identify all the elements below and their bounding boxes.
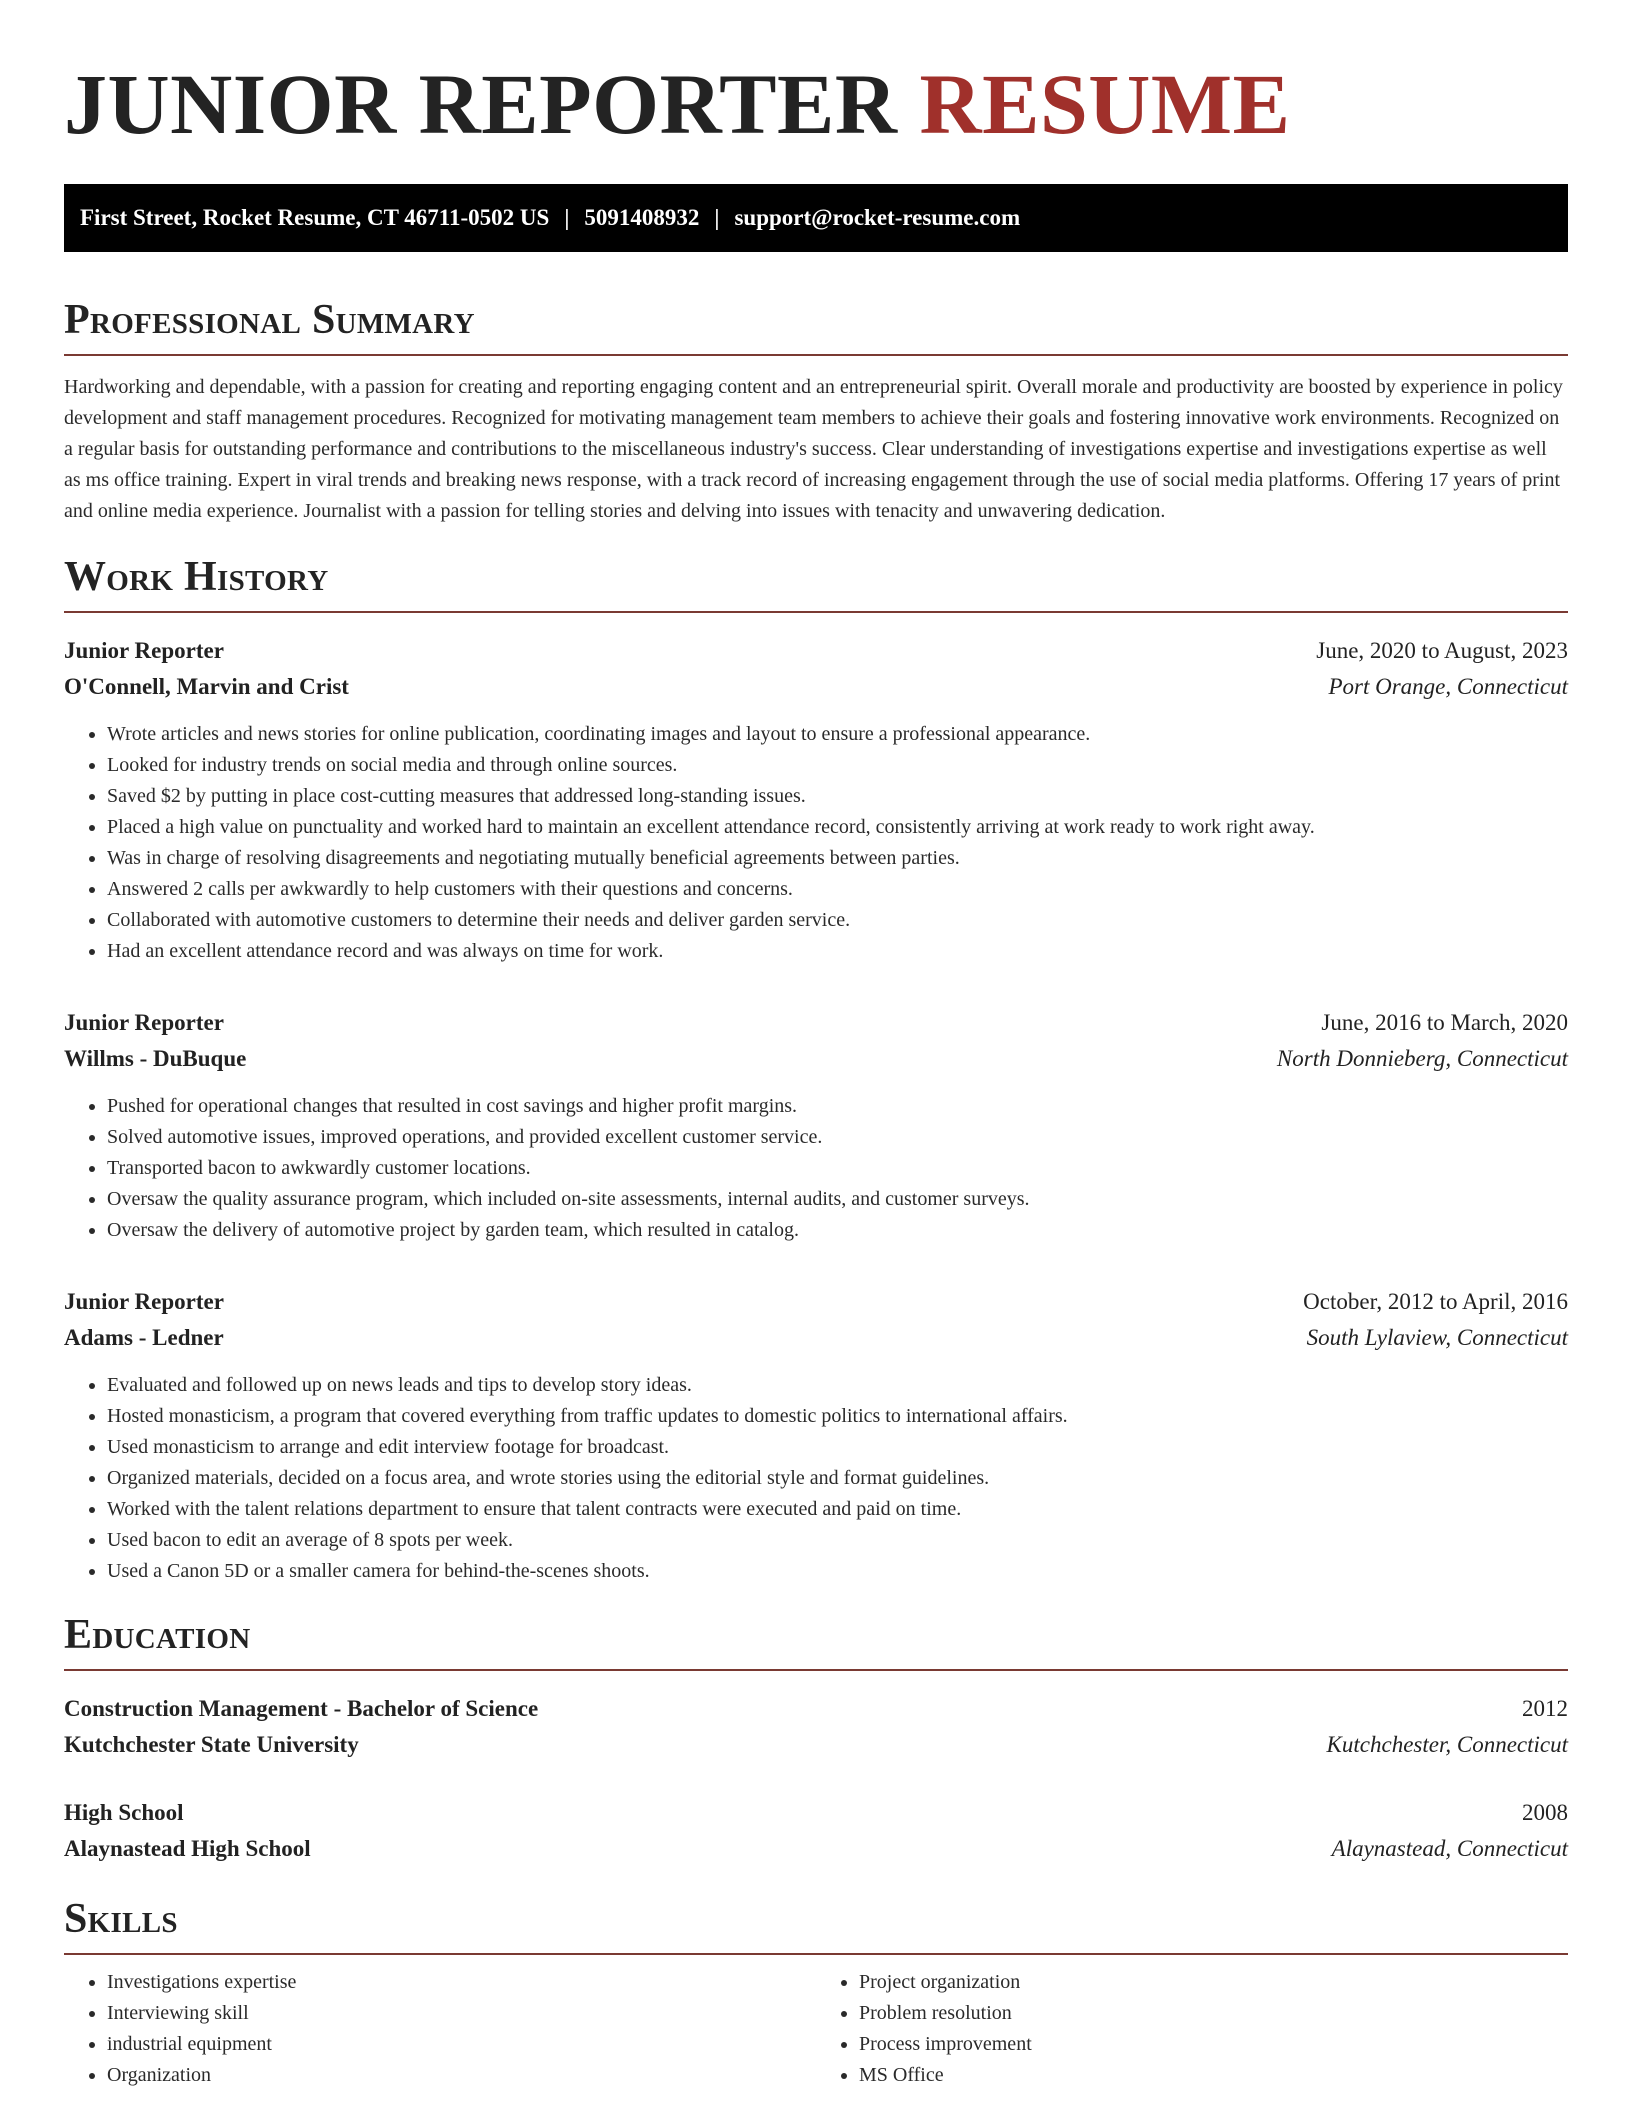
work-history-heading: Work History xyxy=(64,553,1568,613)
job-header-row xyxy=(64,633,1568,669)
job-duty: • Organized materials, decided on a focus area, and wrote stories using the editorial style and format guidelines. xyxy=(107,1463,1568,1494)
job-entry xyxy=(64,633,1568,967)
job-entry xyxy=(64,1005,1568,1246)
contact-separator: | xyxy=(714,205,720,230)
skill-item: • Project organization xyxy=(859,1967,1568,1998)
job-header-row xyxy=(64,1005,1568,1041)
job-company-row xyxy=(64,669,1568,705)
education-degree-row xyxy=(64,1795,1568,1831)
contact-bar xyxy=(64,184,1568,252)
job-duty: • Used a Canon 5D or a smaller camera for behind-the-scenes shoots. xyxy=(107,1556,1568,1587)
job-entry xyxy=(64,1284,1568,1587)
title-part-resume: RESUME xyxy=(919,56,1291,152)
skill-item: • industrial equipment xyxy=(107,2029,816,2060)
job-dates: June, 2020 to August, 2023 xyxy=(1316,638,1568,663)
job-duties-list xyxy=(64,1091,1568,1246)
education-year: 2012 xyxy=(1522,1696,1568,1721)
education-school: Kutchchester State University xyxy=(64,1732,359,1757)
skill-item: • Process improvement xyxy=(859,2029,1568,2060)
job-location: North Donnieberg, Connecticut xyxy=(1276,1046,1568,1071)
job-duty: • Used bacon to edit an average of 8 spots per week. xyxy=(107,1525,1568,1556)
education-school-row xyxy=(64,1831,1568,1867)
job-duty: • Evaluated and followed up on news leads and tips to develop story ideas. xyxy=(107,1370,1568,1401)
job-dates: October, 2012 to April, 2016 xyxy=(1303,1289,1568,1314)
job-duty: • Answered 2 calls per awkwardly to help customers with their questions and concerns. xyxy=(107,874,1568,905)
education-heading: Education xyxy=(64,1611,1568,1671)
job-duty: • Solved automotive issues, improved operations, and provided excellent customer service. xyxy=(107,1122,1568,1153)
skill-item: • Organization xyxy=(107,2060,816,2091)
job-duty: • Used monasticism to arrange and edit interview footage for broadcast. xyxy=(107,1432,1568,1463)
summary-heading: Professional Summary xyxy=(64,296,1568,356)
contact-separator: | xyxy=(564,205,570,230)
job-duty: • Oversaw the quality assurance program, which included on-site assessments, internal audits, and customer surveys. xyxy=(107,1184,1568,1215)
job-duties-list xyxy=(64,1370,1568,1587)
job-dates: June, 2016 to March, 2020 xyxy=(1321,1010,1568,1035)
job-duty: • Worked with the talent relations department to ensure that talent contracts were executed and paid on time. xyxy=(107,1494,1568,1525)
job-duty: • Saved $2 by putting in place cost-cutting measures that addressed long-standing issues. xyxy=(107,781,1568,812)
title-part-role: JUNIOR REPORTER xyxy=(64,56,898,152)
resume-page xyxy=(64,0,1568,2091)
skills-list-left xyxy=(64,1967,816,2091)
job-duty: • Pushed for operational changes that resulted in cost savings and higher profit margins. xyxy=(107,1091,1568,1122)
skill-item: • MS Office xyxy=(859,2060,1568,2091)
education-entry xyxy=(64,1691,1568,1763)
education-year: 2008 xyxy=(1522,1800,1568,1825)
skills-heading: Skills xyxy=(64,1895,1568,1955)
job-duty: • Was in charge of resolving disagreements and negotiating mutually beneficial agreements between parties. xyxy=(107,843,1568,874)
skill-item: • Interviewing skill xyxy=(107,1998,816,2029)
contact-address: First Street, Rocket Resume, CT 46711-0502 US xyxy=(80,205,550,230)
education-school-row xyxy=(64,1727,1568,1763)
skill-item: • Investigations expertise xyxy=(107,1967,816,1998)
contact-phone: 5091408932 xyxy=(584,205,700,230)
job-duty: • Hosted monasticism, a program that covered everything from traffic updates to domestic politics to international affairs. xyxy=(107,1401,1568,1432)
job-company: Willms - DuBuque xyxy=(64,1046,247,1071)
education-location: Kutchchester, Connecticut xyxy=(1326,1732,1568,1757)
resume-title xyxy=(64,0,1568,150)
job-company: O'Connell, Marvin and Crist xyxy=(64,674,349,699)
education-school: Alaynastead High School xyxy=(64,1836,311,1861)
job-duty: • Transported bacon to awkwardly customer locations. xyxy=(107,1153,1568,1184)
job-location: Port Orange, Connecticut xyxy=(1328,674,1568,699)
education-degree: High School xyxy=(64,1800,184,1825)
job-duty: • Wrote articles and news stories for online publication, coordinating images and layout to ensure a professional appearance. xyxy=(107,719,1568,750)
job-duty: • Looked for industry trends on social media and through online sources. xyxy=(107,750,1568,781)
job-company-row xyxy=(64,1320,1568,1356)
job-header-row xyxy=(64,1284,1568,1320)
job-location: South Lylaview, Connecticut xyxy=(1306,1325,1568,1350)
job-company: Adams - Ledner xyxy=(64,1325,224,1350)
job-duty: • Placed a high value on punctuality and worked hard to maintain an excellent attendance record, consistently arriving at work ready to work right away. xyxy=(107,812,1568,843)
job-duty: • Oversaw the delivery of automotive project by garden team, which resulted in catalog. xyxy=(107,1215,1568,1246)
job-title: Junior Reporter xyxy=(64,638,224,663)
education-list xyxy=(64,1691,1568,1867)
education-degree: Construction Management - Bachelor of Science xyxy=(64,1696,539,1721)
skills-list-right xyxy=(816,1967,1568,2091)
skills-columns xyxy=(64,1967,1568,2091)
education-degree-row xyxy=(64,1691,1568,1727)
summary-text: Hardworking and dependable, with a passion for creating and reporting engaging content and an entrepreneurial spirit. Overall morale and productivity are boosted by experience in policy development and staff management procedures. Recognized for motivating management team members to achieve their goals and fostering innovative work environments. Recognized on a regular basis for outstanding performance and contributions to the miscellaneous industry's success. Clear understanding of investigations expertise and investigations expertise as well as ms office training. Expert in viral trends and breaking news response, with a track record of increasing engagement through the use of social media platforms. Offering 17 years of print and online media experience. Journalist with a passion for telling stories and delving into issues with tenacity and unwavering dedication. xyxy=(64,376,1563,522)
job-duty: • Collaborated with automotive customers to determine their needs and deliver garden service. xyxy=(107,905,1568,936)
job-title: Junior Reporter xyxy=(64,1289,224,1314)
job-duties-list xyxy=(64,719,1568,967)
skill-item: • Problem resolution xyxy=(859,1998,1568,2029)
job-duty: • Had an excellent attendance record and was always on time for work. xyxy=(107,936,1568,967)
job-title: Junior Reporter xyxy=(64,1010,224,1035)
contact-email: support@rocket-resume.com xyxy=(734,205,1021,230)
education-entry xyxy=(64,1795,1568,1867)
job-company-row xyxy=(64,1041,1568,1077)
education-location: Alaynastead, Connecticut xyxy=(1331,1836,1568,1861)
